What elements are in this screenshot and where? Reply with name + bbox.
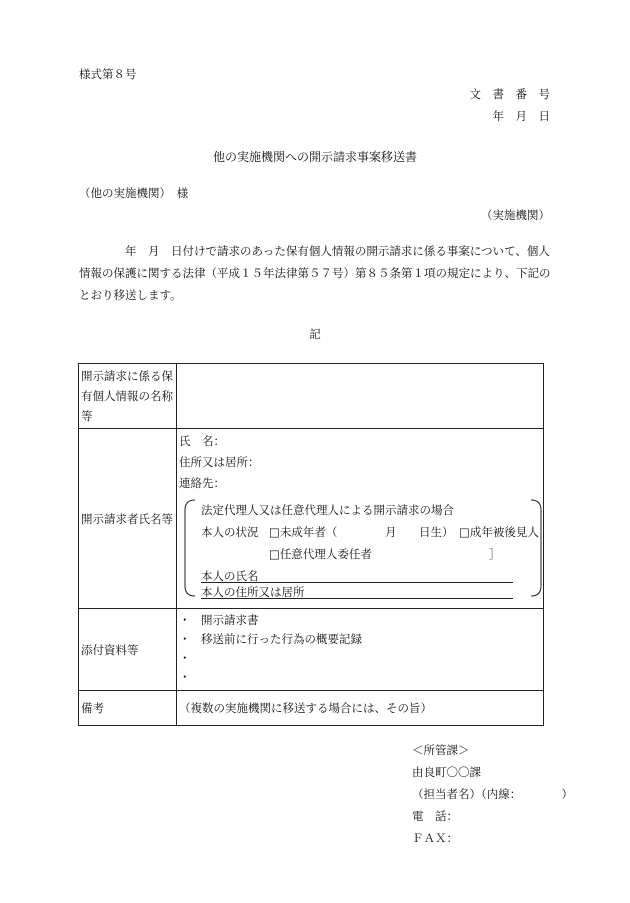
document-number-label: 文 書 番 号 bbox=[469, 87, 550, 101]
body-text: 年 月 日付けで請求のあった保有個人情報の開示請求に係る事案について、個人情報の保護に関する法律（平成１５年法律第５７号）第８５条第１項の規定により、下記のとおり移送します。 bbox=[79, 244, 551, 302]
personal-info-name-label: 開示請求に係る保有個人情報の名称等 bbox=[79, 364, 177, 429]
attachment-item[interactable]: ・ bbox=[179, 670, 191, 684]
status-label: 本人の状況 bbox=[201, 525, 259, 539]
attachments-label: 添付資料等 bbox=[79, 609, 177, 691]
principal-address-underline[interactable] bbox=[201, 598, 513, 599]
dept-name: 由良町〇〇課 bbox=[412, 765, 481, 779]
birth-day-label: 日生） bbox=[419, 525, 454, 539]
birth-month-label: 月 bbox=[385, 525, 397, 539]
remarks-field[interactable]: （複数の実施機関に移送する場合には、その旨） bbox=[177, 691, 544, 726]
sender: （実施機関） bbox=[481, 208, 550, 222]
addressee: （他の実施機関） 様 bbox=[79, 186, 189, 200]
remarks-label: 備考 bbox=[79, 691, 177, 726]
attachment-item: ・ 移送前に行った行為の概要記録 bbox=[179, 632, 362, 646]
proxy-box bbox=[183, 498, 539, 599]
attachment-item: ・ 開示請求書 bbox=[179, 613, 259, 627]
attachments-field bbox=[177, 609, 544, 691]
requester-field[interactable] bbox=[177, 429, 544, 609]
table-row bbox=[79, 429, 544, 609]
table-row bbox=[79, 364, 544, 429]
document-title: 他の実施機関への開示請求事案移送書 bbox=[212, 150, 417, 164]
requester-label: 開示請求者氏名等 bbox=[79, 429, 177, 609]
table-row bbox=[79, 609, 544, 691]
close-bracket: ］ bbox=[489, 547, 501, 561]
fax-label: ＦＡＸ： bbox=[412, 831, 458, 845]
form-number: 様式第８号 bbox=[79, 67, 137, 81]
contact-line: 連絡先： bbox=[179, 476, 225, 490]
address-line: 住所又は居所： bbox=[179, 455, 260, 469]
principal-address-label: 本人の住所又は居所 bbox=[201, 585, 305, 599]
voluntary-agent-checkbox[interactable]: □任意代理人委任者 bbox=[269, 547, 372, 561]
adult-guardian-checkbox[interactable]: □成年被後見人 bbox=[459, 525, 539, 539]
proxy-title: 法定代理人又は任意代理人による開示請求の場合 bbox=[201, 503, 454, 517]
principal-name-label: 本人の氏名 bbox=[201, 569, 259, 583]
minor-checkbox[interactable]: □未成年者（ bbox=[269, 525, 338, 539]
ki-heading: 記 bbox=[309, 327, 321, 341]
personal-info-name-field[interactable] bbox=[177, 364, 544, 429]
dept-heading: ＜所管課＞ bbox=[412, 743, 470, 757]
person-extension: （担当者名）（内線： ） bbox=[412, 787, 573, 801]
phone-label: 電 話： bbox=[412, 809, 458, 823]
body-paragraph bbox=[79, 240, 551, 306]
name-line: 氏 名： bbox=[179, 434, 225, 448]
date-label: 年 月 日 bbox=[492, 109, 550, 123]
form-table bbox=[78, 363, 544, 726]
table-row bbox=[79, 691, 544, 726]
attachment-item[interactable]: ・ bbox=[179, 651, 191, 665]
